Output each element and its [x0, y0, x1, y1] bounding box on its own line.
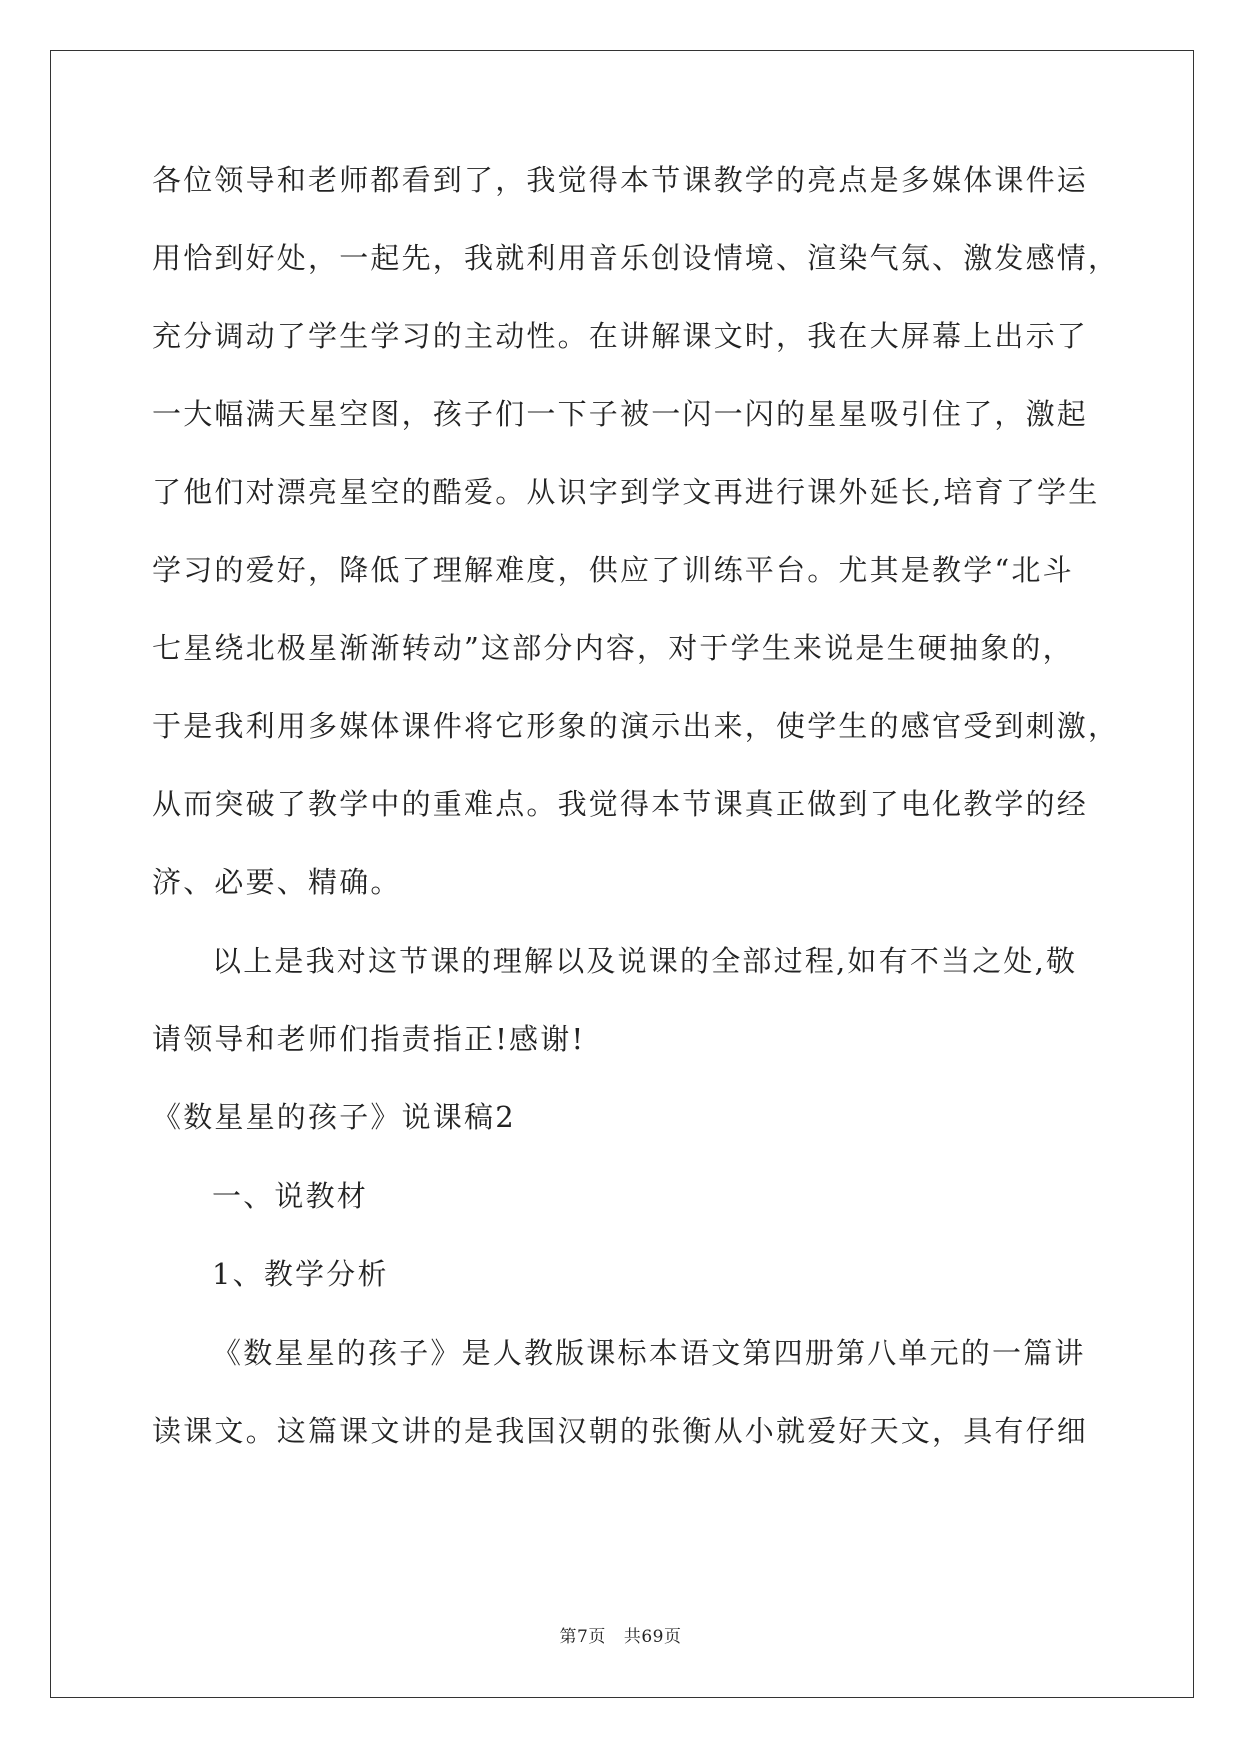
- page-number: 第7页: [559, 1627, 606, 1647]
- paragraph-line: 《数星星的孩子》是人教版课标本语文第四册第八单元的一篇讲: [212, 1336, 1086, 1370]
- paragraph-line: 以上是我对这节课的理解以及说课的全部过程,如有不当之处,敬: [212, 944, 1078, 978]
- paragraph-line: 一大幅满天星空图，孩子们一下子被一闪一闪的星星吸引住了，激起: [152, 397, 1089, 431]
- paragraph-line: 充分调动了学生学习的主动性。在讲解课文时，我在大屏幕上出示了: [152, 319, 1089, 353]
- paragraph-line: 读课文。这篇课文讲的是我国汉朝的张衡从小就爱好天文，具有仔细: [152, 1414, 1089, 1448]
- paragraph-line: 于是我利用多媒体课件将它形象的演示出来，使学生的感官受到刺激，: [152, 709, 1120, 743]
- section-heading: 一、说教材: [212, 1179, 369, 1213]
- subsection-heading: 1、教学分析: [212, 1257, 389, 1291]
- page-total: 共69页: [623, 1627, 682, 1647]
- paragraph-line: 了他们对漂亮星空的酷爱。从识字到学文再进行课外延长,培育了学生: [152, 475, 1100, 509]
- page-footer: [0, 1622, 1241, 1647]
- paragraph-line: 从而突破了教学中的重难点。我觉得本节课真正做到了电化教学的经: [152, 787, 1089, 821]
- paragraph-line: 请领导和老师们指责指正!感谢!: [152, 1022, 586, 1056]
- paragraph-line: 用恰到好处，一起先，我就利用音乐创设情境、渲染气氛、激发感情，: [152, 241, 1120, 275]
- paragraph-line: 各位领导和老师都看到了，我觉得本节课教学的亮点是多媒体课件运: [152, 163, 1089, 197]
- paragraph-line: 学习的爱好，降低了理解难度，供应了训练平台。尤其是教学“北斗: [152, 553, 1074, 587]
- paragraph-line: 七星绕北极星渐渐转动”这部分内容，对于学生来说是生硬抽象的，: [152, 631, 1074, 665]
- document-heading: 《数星星的孩子》说课稿2: [152, 1100, 516, 1134]
- paragraph-line: 济、必要、精确。: [152, 865, 402, 899]
